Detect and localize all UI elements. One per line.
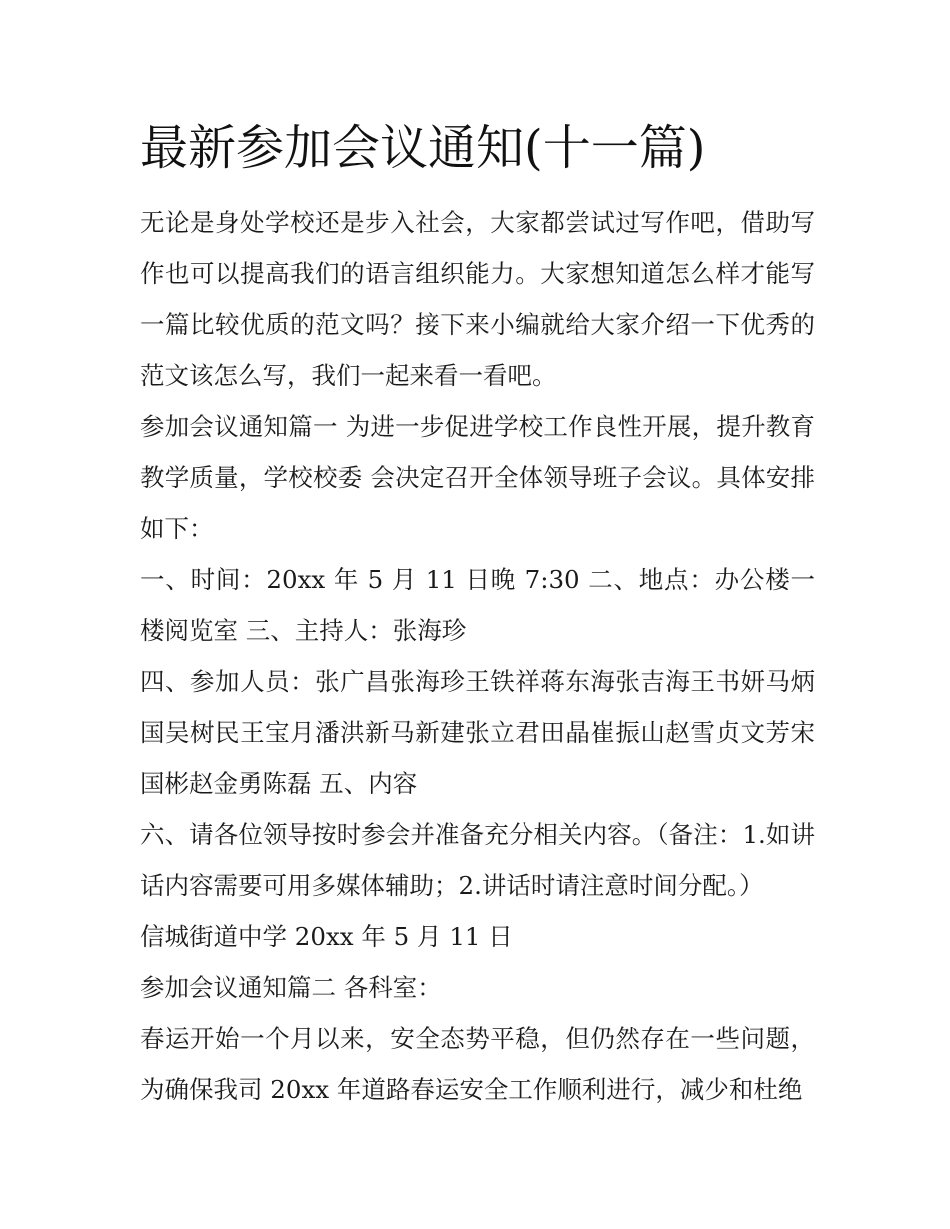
paragraph-notice-two-body: 春运开始一个月以来，安全态势平稳，但仍然存在一些问题，为确保我司 20xx 年道路春运安全工作顺利进行，减少和杜绝 — [140, 1024, 815, 1104]
paragraph-signature: 信城街道中学 20xx 年 5 月 11 日 — [140, 922, 513, 951]
document-body — [140, 197, 815, 1115]
paragraph-participants: 四、参加人员：张广昌张海珍王铁祥蒋东海张吉海王书妍马炳国吴树民王宝月潘洪新马新建张立君田晶崔振山赵雪贞文芳宋国彬赵金勇陈磊 五、内容 — [140, 667, 815, 798]
paragraph-notice-two-heading: 参加会议通知篇二 各科室： — [140, 973, 442, 1002]
paragraph-intro: 无论是身处学校还是步入社会，大家都尝试过写作吧，借助写作也可以提高我们的语言组织能力。大家想知道怎么样才能写一篇比较优质的范文吗？接下来小编就给大家介绍一下优秀的范文该怎么写，我们一起来看一看吧。 — [140, 208, 815, 390]
document-title: 最新参加会议通知(十一篇) — [140, 120, 706, 176]
paragraph-time-location: 一、时间：20xx 年 5 月 11 日晚 7:30 二、地点：办公楼一楼阅览室 三、主持人：张海珍 — [140, 565, 815, 645]
paragraph-notice-one-intro: 参加会议通知篇一 为进一步促进学校工作良性开展，提升教育教学质量，学校校委 会决定召开全体领导班子会议。具体安排如下： — [140, 412, 815, 543]
paragraph-requirements: 六、请各位领导按时参会并准备充分相关内容。（备注：1.如讲话内容需要可用多媒体辅助；2.讲话时请注意时间分配。） — [140, 820, 815, 900]
